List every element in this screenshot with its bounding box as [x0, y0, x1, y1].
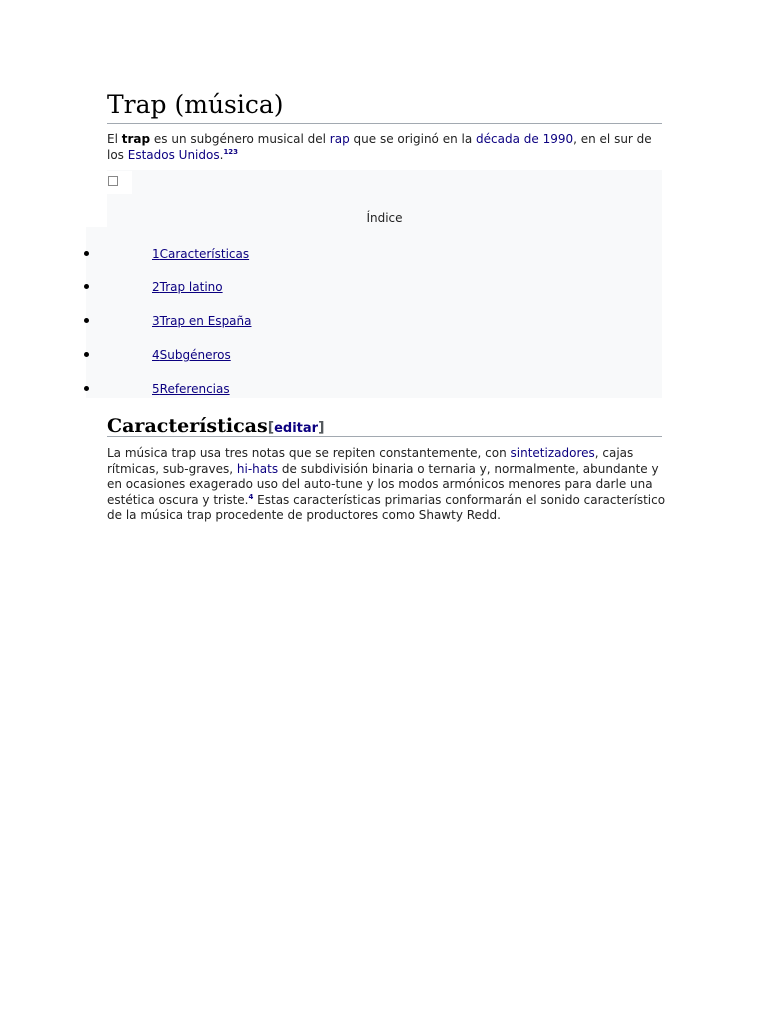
link-sintetizadores[interactable]: sintetizadores: [510, 446, 595, 460]
paragraph-text: Estas características primarias conformarán el sonido característico de la música trap procedente de productores como Shawty Redd.: [107, 492, 666, 523]
intro-text: .: [219, 148, 224, 162]
toc-item-caracteristicas: [84, 246, 384, 264]
toc-item-subgeneros: [84, 347, 384, 365]
toc-label: Subgéneros: [159, 348, 231, 362]
edit-section-link[interactable]: editar: [274, 421, 319, 436]
intro-text: El: [107, 132, 122, 146]
toc-toggle-checkbox[interactable]: [108, 176, 118, 186]
section-paragraph: [107, 446, 667, 524]
link-estados-unidos[interactable]: Estados Unidos: [127, 148, 220, 162]
intro-paragraph: [107, 131, 667, 163]
paragraph-text: , cajas rítmicas, sub-graves,: [107, 446, 634, 476]
toc-link-trap-espana[interactable]: [152, 313, 252, 329]
section-heading-text: Características: [107, 415, 268, 437]
bullet-icon: [84, 352, 89, 357]
intro-text: es un subgénero musical del: [150, 132, 330, 146]
bullet-icon: [84, 251, 89, 256]
reference-marks[interactable]: 123: [223, 148, 239, 156]
section-heading: [107, 410, 662, 437]
toc-link-subgeneros[interactable]: [152, 347, 231, 363]
edit-bracket-close: ]: [318, 420, 325, 436]
toc-label: Trap en España: [159, 314, 252, 328]
intro-bold-term: trap: [121, 132, 151, 146]
paragraph-text: de subdivisión binaria o ternaria y, normalmente, abundante y en ocasiones exagerado uso del auto-tune y los modos armónicos menores para darle una estética oscura y triste.: [107, 461, 659, 507]
edit-bracket-open: [: [267, 420, 275, 436]
toc-label: Referencias: [159, 382, 230, 396]
toc-label: Características: [159, 247, 250, 261]
page-title: Trap (música): [107, 88, 662, 124]
toc-item-trap-espana: [84, 313, 384, 331]
intro-text: , en el sur de los: [107, 132, 652, 162]
paragraph-text: La música trap usa tres notas que se repiten constantemente, con: [107, 446, 511, 460]
toc-label: Trap latino: [159, 280, 223, 294]
bullet-icon: [84, 318, 89, 323]
toc-link-caracteristicas[interactable]: [152, 246, 249, 262]
toc-link-trap-latino[interactable]: [152, 279, 223, 295]
link-hi-hats[interactable]: hi-hats: [236, 461, 279, 476]
reference-mark[interactable]: 4: [248, 492, 254, 501]
toc-number: 2: [152, 280, 160, 294]
bullet-icon: [84, 386, 89, 391]
toc-link-referencias[interactable]: [152, 381, 230, 397]
toc-number: 4: [152, 348, 160, 362]
intro-text: que se originó en la: [349, 132, 477, 146]
toc-item-trap-latino: [84, 279, 384, 297]
bullet-icon: [84, 284, 89, 289]
toc-title: Índice: [366, 211, 403, 225]
link-rap[interactable]: rap: [329, 132, 350, 146]
toc-item-referencias: [84, 381, 384, 399]
toc-number: 3: [152, 314, 160, 328]
toc-number: 1: [152, 247, 160, 261]
link-decade[interactable]: década de 1990: [476, 132, 574, 146]
toc-number: 5: [152, 382, 160, 396]
